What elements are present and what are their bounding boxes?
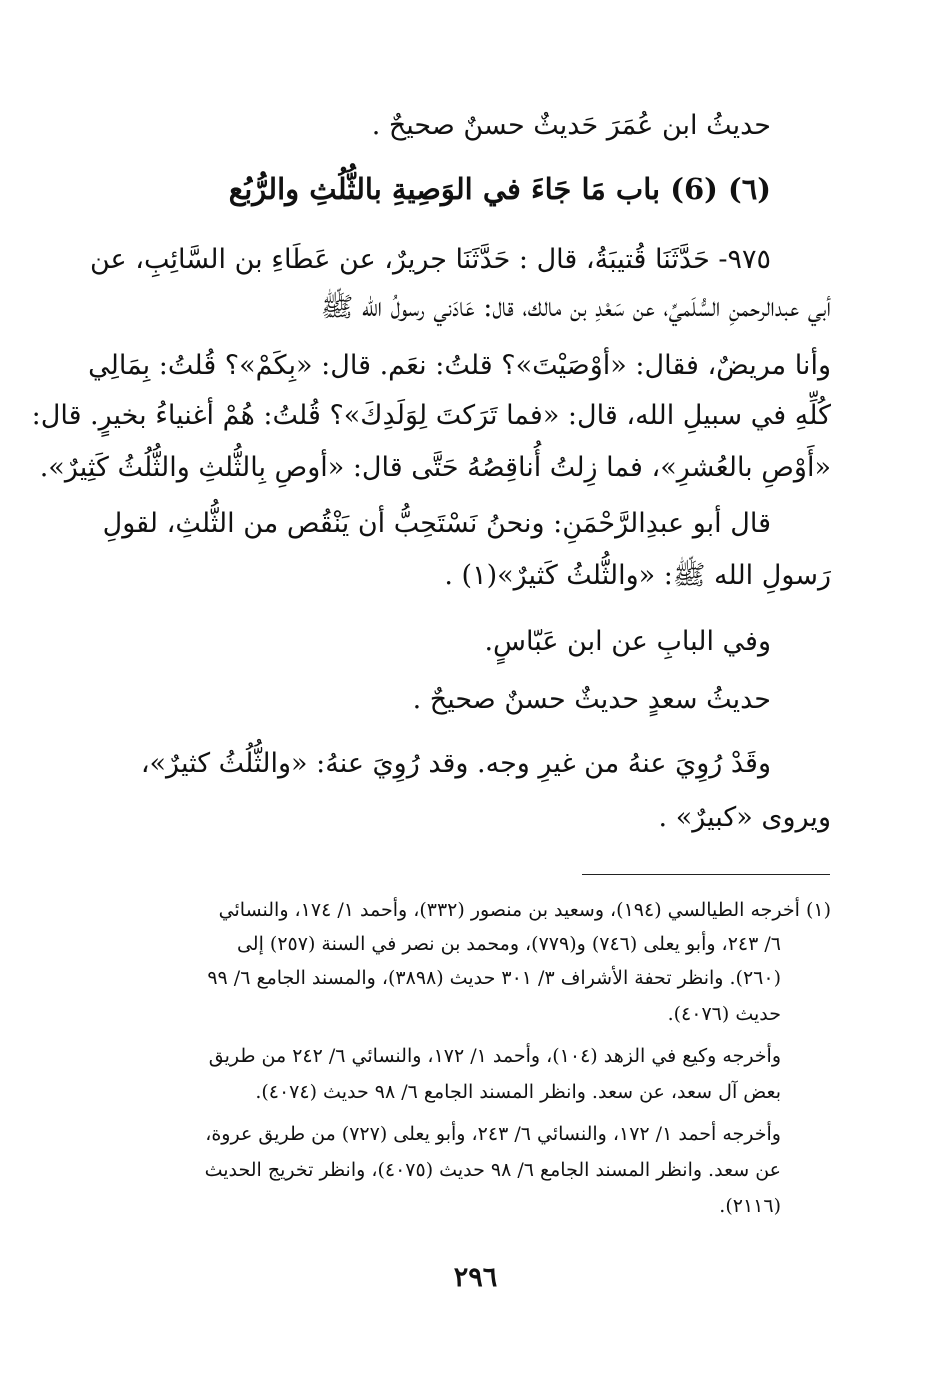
footnote-line: بعض آل سعد، عن سعد. وانظر المسند الجامع ٦/ ٩٨ حديث (٤٠٧٤). xyxy=(255,1081,781,1103)
footnote-line: (٢١١٦). xyxy=(719,1195,781,1217)
footnote-separator xyxy=(582,874,830,875)
hadith-line-1: ٩٧٥- حَدَّثَنَا قُتيبَةُ، قال : حَدَّثَنَا جريرٌ، عن عَطَاءِ بن السَّائِبِ، عن xyxy=(89,244,771,275)
comment-line-1: قال أبو عبدِالرَّحْمَنِ: ونحنُ نَسْتَحِبُّ أن يَنْقُص من الثُّلثِ، لقولِ xyxy=(102,508,771,539)
comment-line-2: رَسولِ الله ﷺ: «والثُّلثُ كَثيرٌ»(١) . xyxy=(444,560,831,591)
hadith-line-5: «أَوْصِ بالعُشرِ»، فما زِلتُ أُناقِصُهُ حَتَّى قال: «أوصِ بِالثُّلثِ والثُّلُثُ كَثِيرٌ». xyxy=(39,452,831,483)
hadith-line-3: وأنا مريضٌ، فقال: «أوْصَيْتَ»؟ قلتُ: نعَم. قال: «بِكَمْ»؟ قُلتُ: بِمَالِي xyxy=(88,350,831,381)
hadith-line-2: أبي عبدالرحمنِ السُّلَميِّ، عن سَعْدِ بن مالك، قال: عَادَني رسولُ الله ﷺ xyxy=(320,292,831,323)
footnote-line: ٦/ ٢٤٣، وأبو يعلى (٧٤٦) و(٧٧٩)، ومحمد بن نصر في السنة (٢٥٧) إلى xyxy=(236,933,781,955)
hadith-line-4: كُلِّهِ في سبيلِ الله، قال: «فما تَرَكتَ لِوَلَدِكَ»؟ قُلتُ: هُمْ أغنياءُ بخيرٍ. قال: xyxy=(31,400,831,431)
bab-note: وفي البابِ عن ابن عَبّاسٍ. xyxy=(484,626,771,657)
narration-line-1: وقَدْ رُوِيَ عنهُ من غيرِ وجه. وقد رُوِيَ عنهُ: «والثُّلُثُ كثيرٌ»، xyxy=(140,748,771,779)
footnote-line: وأخرجه وكيع في الزهد (١٠٤)، وأحمد ١/ ١٧٢، والنسائي ٦/ ٢٤٢ من طريق xyxy=(208,1045,781,1067)
opening-line: حديثُ ابن عُمَرَ حَديثٌ حسنٌ صحيحٌ . xyxy=(371,110,771,141)
chapter-heading: (٦) (6) باب مَا جَاءَ في الوَصِيةِ بالثُّلُثِ والرُّبُع xyxy=(228,172,771,206)
footnote-line: حديث (٤٠٧٦). xyxy=(667,1003,781,1025)
footnote-line: (٢٦٠). وانظر تحفة الأشراف ٣/ ٣٠١ حديث (٣٨٩٨)، والمسند الجامع ٦/ ٩٩ xyxy=(207,967,781,989)
footnote-line: عن سعد. وانظر المسند الجامع ٦/ ٩٨ حديث (٤٠٧٥)، وانظر تخريج الحديث xyxy=(204,1159,781,1181)
page-number: ٢٩٦ xyxy=(453,1262,498,1293)
narration-line-2: ويروى «كبيرٌ» . xyxy=(658,802,831,833)
footnote-line: (١) أخرجه الطيالسي (١٩٤)، وسعيد بن منصور (٣٣٢)، وأحمد ١/ ١٧٤، والنسائي xyxy=(218,899,831,921)
footnote-line: وأخرجه أحمد ١/ ١٧٢، والنسائي ٦/ ٢٤٣، وأبو يعلى (٧٢٧) من طريق عروة، xyxy=(205,1123,781,1145)
grading-statement: حديثُ سعدٍ حديثٌ حسنٌ صحيحٌ . xyxy=(412,684,771,715)
